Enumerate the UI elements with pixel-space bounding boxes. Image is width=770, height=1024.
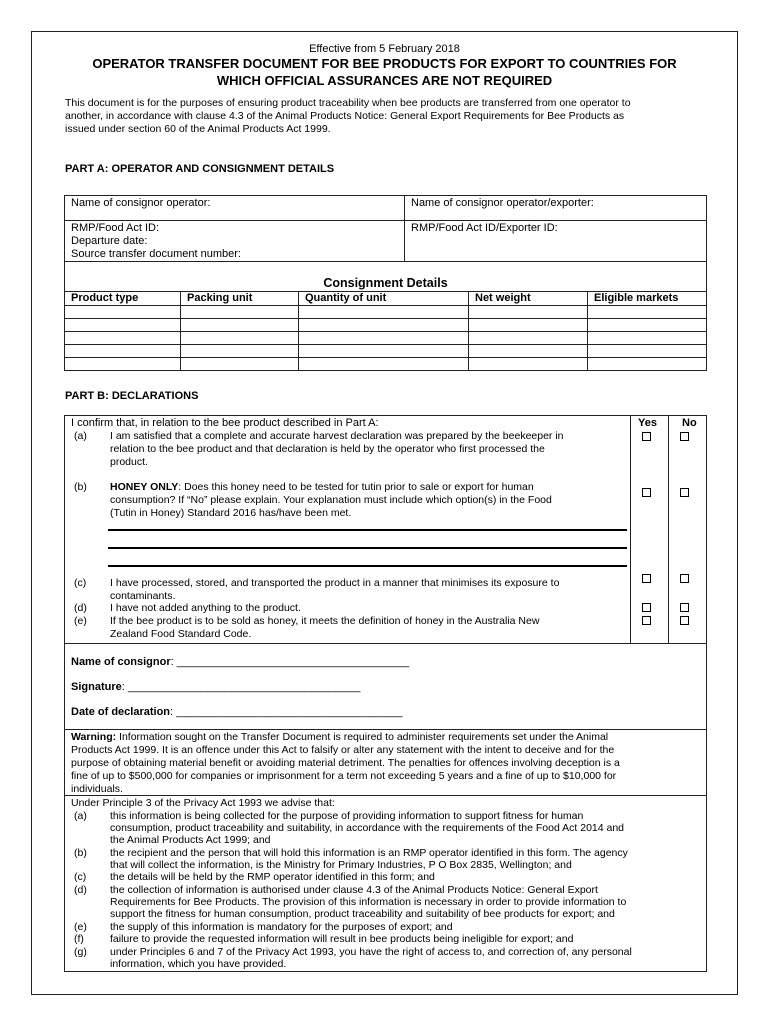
exporter-rmp-id-field[interactable]: RMP/Food Act ID/Exporter ID: bbox=[411, 222, 558, 234]
privacy-a-1: this information is being collected for the purpose of providing information to support fitness for human bbox=[110, 810, 584, 822]
privacy-intro: Under Principle 3 of the Privacy Act 1993 we advise that: bbox=[71, 797, 335, 809]
page-title-line2: WHICH OFFICIAL ASSURANCES ARE NOT REQUIRED bbox=[216, 73, 553, 88]
decl-b-text-2: consumption? If “No” please explain. Your explanation must include which option(s) in the Food bbox=[110, 494, 552, 506]
departure-date-field[interactable]: Departure date: bbox=[71, 235, 148, 247]
decl-c-no-checkbox[interactable] bbox=[680, 574, 689, 583]
decl-c-letter: (c) bbox=[74, 577, 87, 589]
decl-b-text-1-rest: : Does this honey need to be tested for tutin prior to sale or export for human bbox=[178, 481, 534, 493]
rmp-id-field[interactable]: RMP/Food Act ID: bbox=[71, 222, 160, 234]
col-quantity-of-unit: Quantity of unit bbox=[305, 292, 387, 304]
privacy-b-2: that will collect the information, is the Ministry for Primary Industries, P O Box 2835, Wellington; and bbox=[110, 859, 572, 871]
intro-line2: another, in accordance with clause 4.3 of the Animal Products Notice: General Export Requirements for Bee Products as bbox=[65, 110, 625, 122]
privacy-f-1: failure to provide the requested information will result in bee products being ineligible for export; and bbox=[110, 933, 574, 945]
warning-line-1 bbox=[71, 731, 608, 744]
warning-line-5: individuals. bbox=[71, 783, 123, 795]
decl-e-letter: (e) bbox=[74, 615, 87, 627]
decl-d-no-checkbox[interactable] bbox=[680, 603, 689, 612]
warning-line-2: Products Act 1999. It is an offence under this Act to falsify or alter any statement with the intent to deceive and for the bbox=[71, 744, 615, 756]
decl-c-text-1: I have processed, stored, and transported the product in a manner that minimises its exposure to bbox=[110, 577, 560, 589]
decl-e-no-checkbox[interactable] bbox=[680, 616, 689, 625]
part-a-heading: PART A: OPERATOR AND CONSIGNMENT DETAILS bbox=[65, 163, 335, 175]
consignor-name-field[interactable]: Name of consignor operator: bbox=[71, 197, 211, 209]
warning-line-3: purpose of obtaining material benefit or avoiding material detriment. The penalties for offences involving deception is a bbox=[71, 757, 620, 769]
privacy-g-letter: (g) bbox=[74, 946, 87, 958]
explanation-line-2[interactable] bbox=[108, 547, 627, 549]
col-packing-unit: Packing unit bbox=[187, 292, 253, 304]
privacy-a-letter: (a) bbox=[74, 810, 87, 822]
privacy-f-letter: (f) bbox=[74, 933, 84, 945]
privacy-d-letter: (d) bbox=[74, 884, 87, 896]
decl-a-no-checkbox[interactable] bbox=[680, 432, 689, 441]
decl-b-yes-checkbox[interactable] bbox=[642, 488, 651, 497]
decl-d-letter: (d) bbox=[74, 602, 87, 614]
decl-c-text-2: contaminants. bbox=[110, 590, 176, 602]
yes-column-header: Yes bbox=[638, 417, 657, 429]
signature-label: Signature bbox=[71, 681, 122, 693]
no-column-header: No bbox=[682, 417, 697, 429]
declaration-intro: I confirm that, in relation to the bee product described in Part A: bbox=[71, 417, 379, 429]
decl-d-yes-checkbox[interactable] bbox=[642, 603, 651, 612]
privacy-b-letter: (b) bbox=[74, 847, 87, 859]
decl-a-yes-checkbox[interactable] bbox=[642, 432, 651, 441]
privacy-e-letter: (e) bbox=[74, 921, 87, 933]
consignor-name-signature-field[interactable] bbox=[71, 656, 409, 669]
signature-fill: : ______________________________________ bbox=[121, 681, 361, 693]
warning-line-1-rest: Information sought on the Transfer Document is required to administer requirements set under the Animal bbox=[116, 731, 609, 743]
privacy-d-1: the collection of information is authorised under clause 4.3 of the Animal Products Notice: General Export bbox=[110, 884, 598, 896]
warning-label: Warning: bbox=[71, 731, 117, 743]
privacy-a-2: consumption, product traceability and suitability, in accordance with the requirements of the Food Act 2014 and bbox=[110, 822, 625, 834]
decl-b-text-1 bbox=[110, 481, 534, 494]
exporter-name-field[interactable]: Name of consignor operator/exporter: bbox=[411, 197, 594, 209]
col-eligible-markets: Eligible markets bbox=[594, 292, 679, 304]
warning-line-4: fine of up to $500,000 for companies or imprisonment for a term not exceeding 5 years and a fine of up to $10,000 for bbox=[71, 770, 617, 782]
decl-a-text-1: I am satisfied that a complete and accurate harvest declaration was prepared by the beekeeper in bbox=[110, 430, 564, 442]
decl-c-yes-checkbox[interactable] bbox=[642, 574, 651, 583]
honey-only-label: HONEY ONLY bbox=[110, 481, 179, 493]
privacy-e-1: the supply of this information is mandatory for the purposes of export; and bbox=[110, 921, 453, 933]
col-product-type: Product type bbox=[71, 292, 139, 304]
decl-b-text-3: (Tutin in Honey) Standard 2016 has/have been met. bbox=[110, 507, 352, 519]
declaration-date-fill: : _____________________________________ bbox=[170, 706, 403, 718]
decl-e-text-2: Zealand Food Standard Code. bbox=[110, 628, 252, 640]
privacy-g-1: under Principles 6 and 7 of the Privacy Act 1993, you have the right of access to, and correction of, any personal bbox=[110, 946, 632, 958]
consignor-name-fill: : ______________________________________ bbox=[170, 656, 410, 668]
privacy-c-1: the details will be held by the RMP operator identified in this form; and bbox=[110, 871, 435, 883]
intro-line3: issued under section 60 of the Animal Products Act 1999. bbox=[65, 123, 331, 135]
col-net-weight: Net weight bbox=[475, 292, 531, 304]
consignor-name-label: Name of consignor bbox=[71, 656, 171, 668]
declaration-date-field[interactable] bbox=[71, 706, 403, 719]
decl-a-text-2: relation to the bee product and that declaration is held by the operator who first processed the bbox=[110, 443, 545, 455]
source-doc-number-field[interactable]: Source transfer document number: bbox=[71, 248, 241, 260]
privacy-d-2: Requirements for Bee Products. The provision of this information is necessary in order to provide information to bbox=[110, 896, 627, 908]
decl-a-letter: (a) bbox=[74, 430, 87, 442]
intro-line1: This document is for the purposes of ensuring product traceability when bee products are transferred from one operator to bbox=[65, 97, 631, 109]
privacy-g-2: information, which you have provided. bbox=[110, 958, 287, 970]
decl-a-text-3: product. bbox=[110, 456, 148, 468]
privacy-c-letter: (c) bbox=[74, 871, 87, 883]
privacy-a-3: the Animal Products Act 1999; and bbox=[110, 834, 271, 846]
decl-d-text-1: I have not added anything to the product. bbox=[110, 602, 301, 614]
decl-b-no-checkbox[interactable] bbox=[680, 488, 689, 497]
decl-e-yes-checkbox[interactable] bbox=[642, 616, 651, 625]
explanation-line-1[interactable] bbox=[108, 529, 627, 531]
decl-e-text-1: If the bee product is to be sold as honey, it meets the definition of honey in the Australia New bbox=[110, 615, 540, 627]
page-title-line1: OPERATOR TRANSFER DOCUMENT FOR BEE PRODUCTS FOR EXPORT TO COUNTRIES FOR bbox=[92, 56, 677, 71]
consignment-details-heading: Consignment Details bbox=[323, 276, 448, 290]
declaration-date-label: Date of declaration bbox=[71, 706, 171, 718]
decl-b-letter: (b) bbox=[74, 481, 87, 493]
privacy-b-1: the recipient and the person that will hold this information is an RMP operator identified in this form. The agency bbox=[110, 847, 628, 859]
effective-date: Effective from 5 February 2018 bbox=[309, 43, 460, 55]
signature-field[interactable] bbox=[71, 681, 360, 694]
privacy-d-3: support the fitness for human consumption, product traceability and suitability of bee products for export; and bbox=[110, 908, 615, 920]
explanation-line-3[interactable] bbox=[108, 565, 627, 567]
part-b-heading: PART B: DECLARATIONS bbox=[65, 390, 199, 402]
